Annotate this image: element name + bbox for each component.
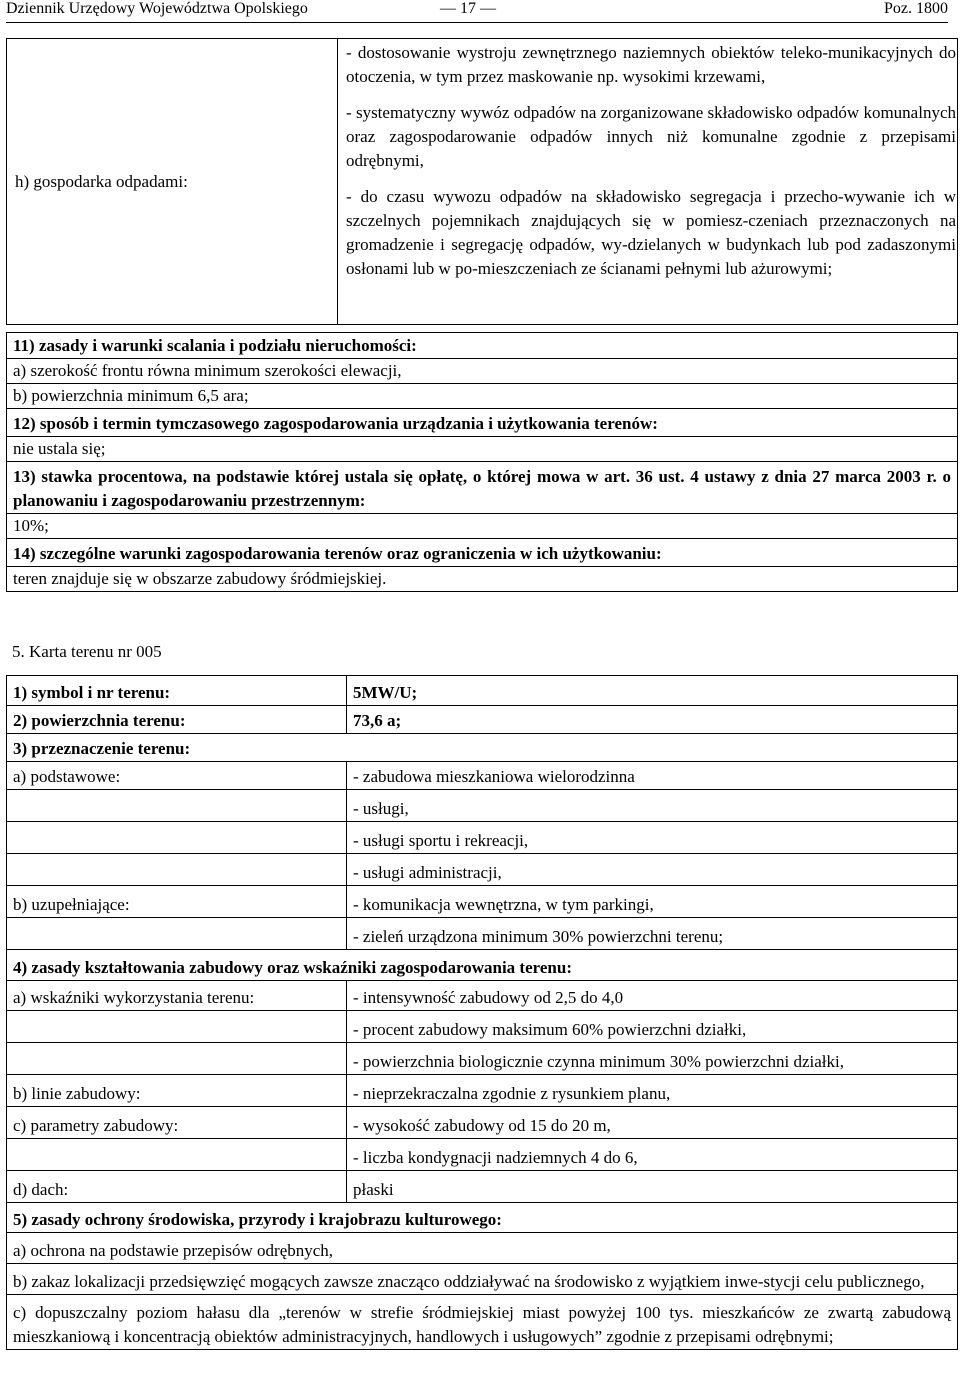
a-item-1: - zabudowa mieszkaniowa wielorodzinna [347, 762, 958, 790]
r4a-item-3: - powierzchnia biologicznie czynna minimum 30% powierzchni działki, [347, 1043, 958, 1075]
r4b-value: - nieprzekraczalna zgodnie z rysunkiem planu, [347, 1075, 958, 1107]
b-item-2: - zieleń urządzona minimum 30% powierzchni terenu; [347, 918, 958, 950]
r4b-label: b) linie zabudowy: [7, 1075, 347, 1107]
waste-management-table [6, 38, 958, 325]
para-waste-storage: - do czasu wywozu odpadów na składowisko segregacja i przecho-wywanie ich w szczelnych pojemnikach znajdujących się w pomiesz-czeniach przeznaczonych na gromadzenie i segregację odpadów, wy-dzielanych w budynkach lub pod zadaszonymi osłonami lub w po-mieszczeniach ze ścianami pełnymi lub ażurowymi; [346, 187, 956, 278]
sections-table [6, 332, 958, 592]
card-table [6, 675, 958, 1350]
a-item-3: - usługi sportu i rekreacji, [347, 822, 958, 854]
r4d-value: płaski [347, 1171, 958, 1203]
header-rule [6, 22, 948, 23]
s13-title: 13) stawka procentowa, na podstawie której ustala się opłatę, o której mowa w art. 36 ust. 4 ustawy z dnia 27 marca 2003 r. o planowaniu i zagospodarowaniu przestrzennym: [13, 467, 951, 510]
r5a: a) ochrona na podstawie przepisów odrębnych, [7, 1233, 958, 1264]
s11-a: a) szerokość frontu równa minimum szerokości elewacji, [7, 359, 958, 384]
r4a-item-2: - procent zabudowy maksimum 60% powierzchni działki, [347, 1011, 958, 1043]
r1-value: 5MW/U; [353, 683, 418, 702]
a-item-4: - usługi administracji, [347, 854, 958, 886]
s12-text: nie ustala się; [7, 437, 958, 462]
s13-text: 10%; [7, 514, 958, 539]
position-number: Poz. 1800 [884, 0, 948, 17]
a-label: a) podstawowe: [7, 762, 347, 790]
card-title: 5. Karta terenu nr 005 [12, 642, 162, 661]
r4c-item-2: - liczba kondygnacji nadziemnych 4 do 6, [347, 1139, 958, 1171]
r5b: b) zakaz lokalizacji przedsięwzięć mogących zawsze znacząco oddziaływać na środowisko z wyjątkiem inwe-stycji celu publicznego, [7, 1264, 958, 1295]
b-item-1: - komunikacja wewnętrzna, w tym parkingi, [347, 886, 958, 918]
waste-label: h) gospodarka odpadami: [7, 39, 338, 325]
page-header [6, 0, 948, 21]
para-telecom: - dostosowanie wystroju zewnętrznego naziemnych obiektów teleko-munikacyjnych do otoczenia, w tym przez maskowanie np. wysokimi krzewami, [346, 43, 956, 86]
r4a-label: a) wskaźniki wykorzystania terenu: [7, 981, 347, 1011]
para-waste-disposal: - systematyczny wywóz odpadów na zorganizowane składowisko odpadów komunalnych oraz zagospodarowanie odpadów innych niż komunalne zgodnie z przepisami odrębnymi, [346, 103, 956, 170]
s14-text: teren znajduje się w obszarze zabudowy śródmiejskiej. [7, 567, 958, 592]
journal-title: Dziennik Urzędowy Województwa Opolskiego [6, 0, 308, 17]
r4c-label: c) parametry zabudowy: [7, 1107, 347, 1139]
page-number: — 17 — [440, 0, 496, 17]
r5-title: 5) zasady ochrony środowiska, przyrody i krajobrazu kulturowego: [13, 1210, 502, 1229]
r4-title: 4) zasady kształtowania zabudowy oraz wskaźniki zagospodarowania terenu: [13, 958, 572, 977]
r1-label: 1) symbol i nr terenu: [13, 683, 171, 702]
r4d-label: d) dach: [7, 1171, 347, 1203]
r2-value: 73,6 a; [353, 711, 402, 730]
s11-title: 11) zasady i warunki scalania i podziału nieruchomości: [13, 336, 417, 355]
s11-b: b) powierzchnia minimum 6,5 ara; [7, 384, 958, 409]
a-item-2: - usługi, [347, 790, 958, 822]
r2-label: 2) powierzchnia terenu: [13, 711, 186, 730]
r5c: c) dopuszczalny poziom hałasu dla „terenów w strefie śródmiejskiej miast powyżej 100 tys. mieszkańców ze zwartą zabudową mieszkaniową i koncentracją obiektów administracyjnych, handlowych i usługowych” zgodnie z przepisami odrębnymi; [7, 1295, 958, 1350]
b-label: b) uzupełniające: [7, 886, 347, 918]
r4a-item-1: - intensywność zabudowy od 2,5 do 4,0 [347, 981, 958, 1011]
s14-title: 14) szczególne warunki zagospodarowania terenów oraz ograniczenia w ich użytkowaniu: [13, 544, 662, 563]
r3-title: 3) przeznaczenie terenu: [13, 739, 191, 758]
r4c-item-1: - wysokość zabudowy od 15 do 20 m, [347, 1107, 958, 1139]
s12-title: 12) sposób i termin tymczasowego zagospodarowania urządzania i użytkowania terenów: [13, 414, 658, 433]
